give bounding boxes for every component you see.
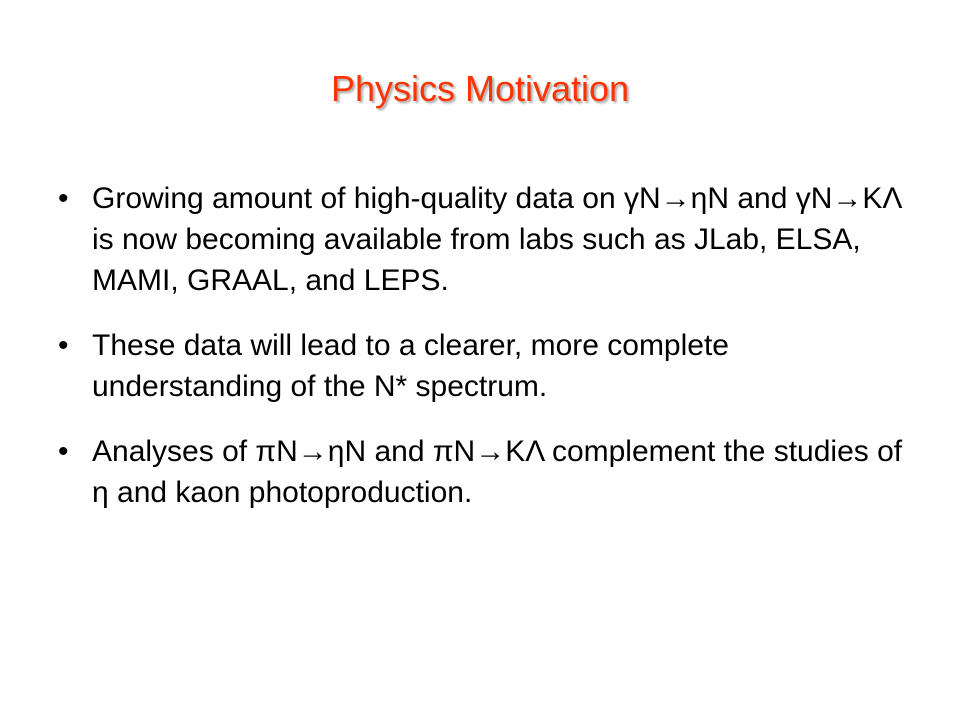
bullet-text: Growing amount of high-quality data on γN→ηN and γN→KΛ is now becoming available from labs such as JLab, ELSA, MAMI, GRAAL, and LEPS. — [92, 182, 901, 297]
bullet-marker: • — [58, 182, 69, 215]
bullet-item — [58, 325, 908, 407]
slide-title: Physics Motivation — [330, 68, 630, 109]
bullet-item — [58, 178, 908, 301]
bullet-marker: • — [58, 435, 69, 468]
bullet-list — [58, 178, 908, 537]
bullet-text: Analyses of πN→ηN and πN→KΛ complement the studies of η and kaon photoproduction. — [92, 435, 903, 509]
bullet-marker: • — [58, 329, 69, 362]
bullet-text: These data will lead to a clearer, more complete understanding of the N* spectrum. — [92, 329, 729, 403]
bullet-item — [58, 431, 908, 513]
